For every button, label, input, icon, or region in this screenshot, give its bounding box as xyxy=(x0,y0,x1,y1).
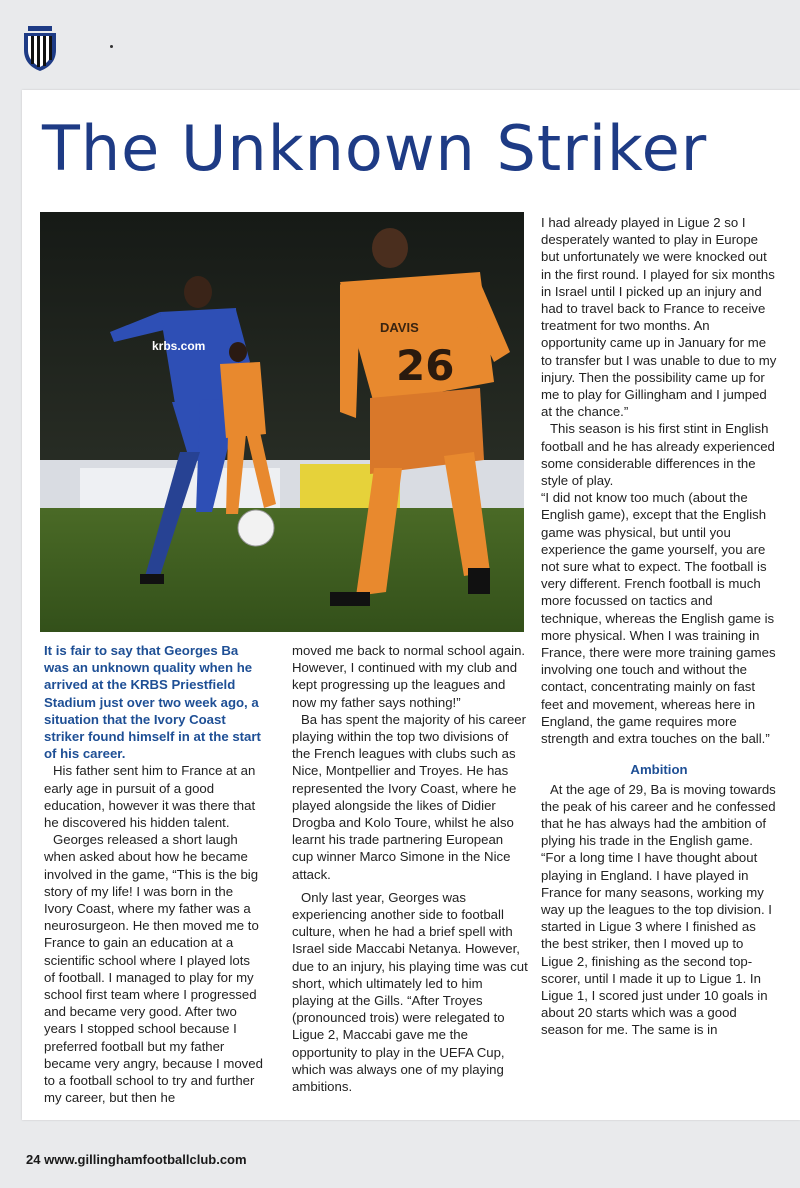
body-paragraph: I had already played in Ligue 2 so I desperately wanted to play in Europe but unfortunately we were knocked out in the first round. I played for six months in Israel until I picked up an injury and had to travel back to France to receive treatment for two months. An opportunity came up in January for me to transfer but I was unable to due to my injury. Then the possibility came up for me to play for Gillingham and I jumped at the chance.” xyxy=(541,215,777,420)
body-paragraph: Only last year, Georges was experiencing another side to football culture, when he had a brief spell with Israel side Maccabi Netanya. However, due to an injury, his playing time was cut short, which ultimately led to him playing at the Gills. “After Troyes (pronounced trois) were relegated to Ligue 2, Maccabi gave me the opportunity to play in the UEFA Cup, which was always one of my playing ambitions. xyxy=(292,889,528,1095)
print-speck xyxy=(110,45,113,48)
shirt-name: DAVIS xyxy=(380,320,419,335)
page-number: 24 xyxy=(26,1152,41,1167)
body-paragraph: Ba has spent the majority of his career playing within the top two divisions of the French leagues with clubs such as Nice, Montpellier and Troyes. He has represented the Ivory Coast, where he played alongside the likes of Didier Drogba and Kolo Toure, whilst he also learnt his trade partnering European cup winner Marco Simone in the Nice attack. xyxy=(292,711,527,882)
website-link[interactable]: www.gillinghamfootballclub.com xyxy=(44,1152,247,1167)
body-paragraph: Georges released a short laugh when asked about how he became involved in the game, “This is the big story of my life! I was born in the Ivory Coast, where my father was a neurosurgeon. He then moved me to France to gain an education at a scientific school where I played lots of football. I managed to play for my school first team where I progressed and became very good. After two years I stopped school because I preferred football but my father became very angry, because I moved to a football school to try and further my career, but then he xyxy=(44,832,263,1106)
article-title: The Unknown Striker xyxy=(42,112,708,185)
article-intro: It is fair to say that Georges Ba was an unknown quality when he arrived at the KRBS Priestfield Stadium just over two week ago, a situation that the Ivory Coast striker found himself in at the start of his career. xyxy=(44,643,261,762)
page-footer xyxy=(26,1152,247,1167)
section-subheading: Ambition xyxy=(630,762,688,778)
shirt-number: 26 xyxy=(396,341,455,390)
body-paragraph: At the age of 29, Ba is moving towards the peak of his career and he confessed that he has always had the ambition of plying his trade in the English game. “For a long time I have thought about playing in England. I have played in France for many seasons, working my way up the leagues to the top division. I started in Ligue 3 where I finished as the best striker, then I moved up to Ligue 2, finishing as the second top-scorer, until I made it up to Ligue 1. In Ligue 1, I scored just under 10 goals in about 20 starts which was a good season for me. The same is in xyxy=(541,781,776,1038)
body-paragraph: This season is his first stint in English football and he has already experienced some considerable differences in the style of play. xyxy=(541,421,775,489)
body-paragraph: “I did not know too much (about the English game), except that the English game was physical, but until you experience the game yourself, you are not sure what to expect. The football is very different. French football is much more focussed on tactics and technique, whereas the English game is more physical. When I was training in France, there were more training games involving one touch and without the contact, concentrating mainly on fast feet and movement, whereas here in England, the game requires more strength and extra touches on the ball.” xyxy=(541,490,776,747)
club-crest-icon xyxy=(22,26,58,72)
body-paragraph: His father sent him to France at an early age in pursuit of a good education, however it was there that he discovered his hidden talent. xyxy=(44,763,256,831)
article-column-2 xyxy=(292,642,528,1095)
article-column-3 xyxy=(541,214,777,1039)
shirt-sponsor: krbs.com xyxy=(152,339,206,353)
body-paragraph: moved me back to normal school again. However, I continued with my club and kept progressing up the leagues and now my father says nothing!” xyxy=(292,643,526,710)
article-column-1 xyxy=(44,642,264,1106)
match-photo xyxy=(40,212,524,632)
